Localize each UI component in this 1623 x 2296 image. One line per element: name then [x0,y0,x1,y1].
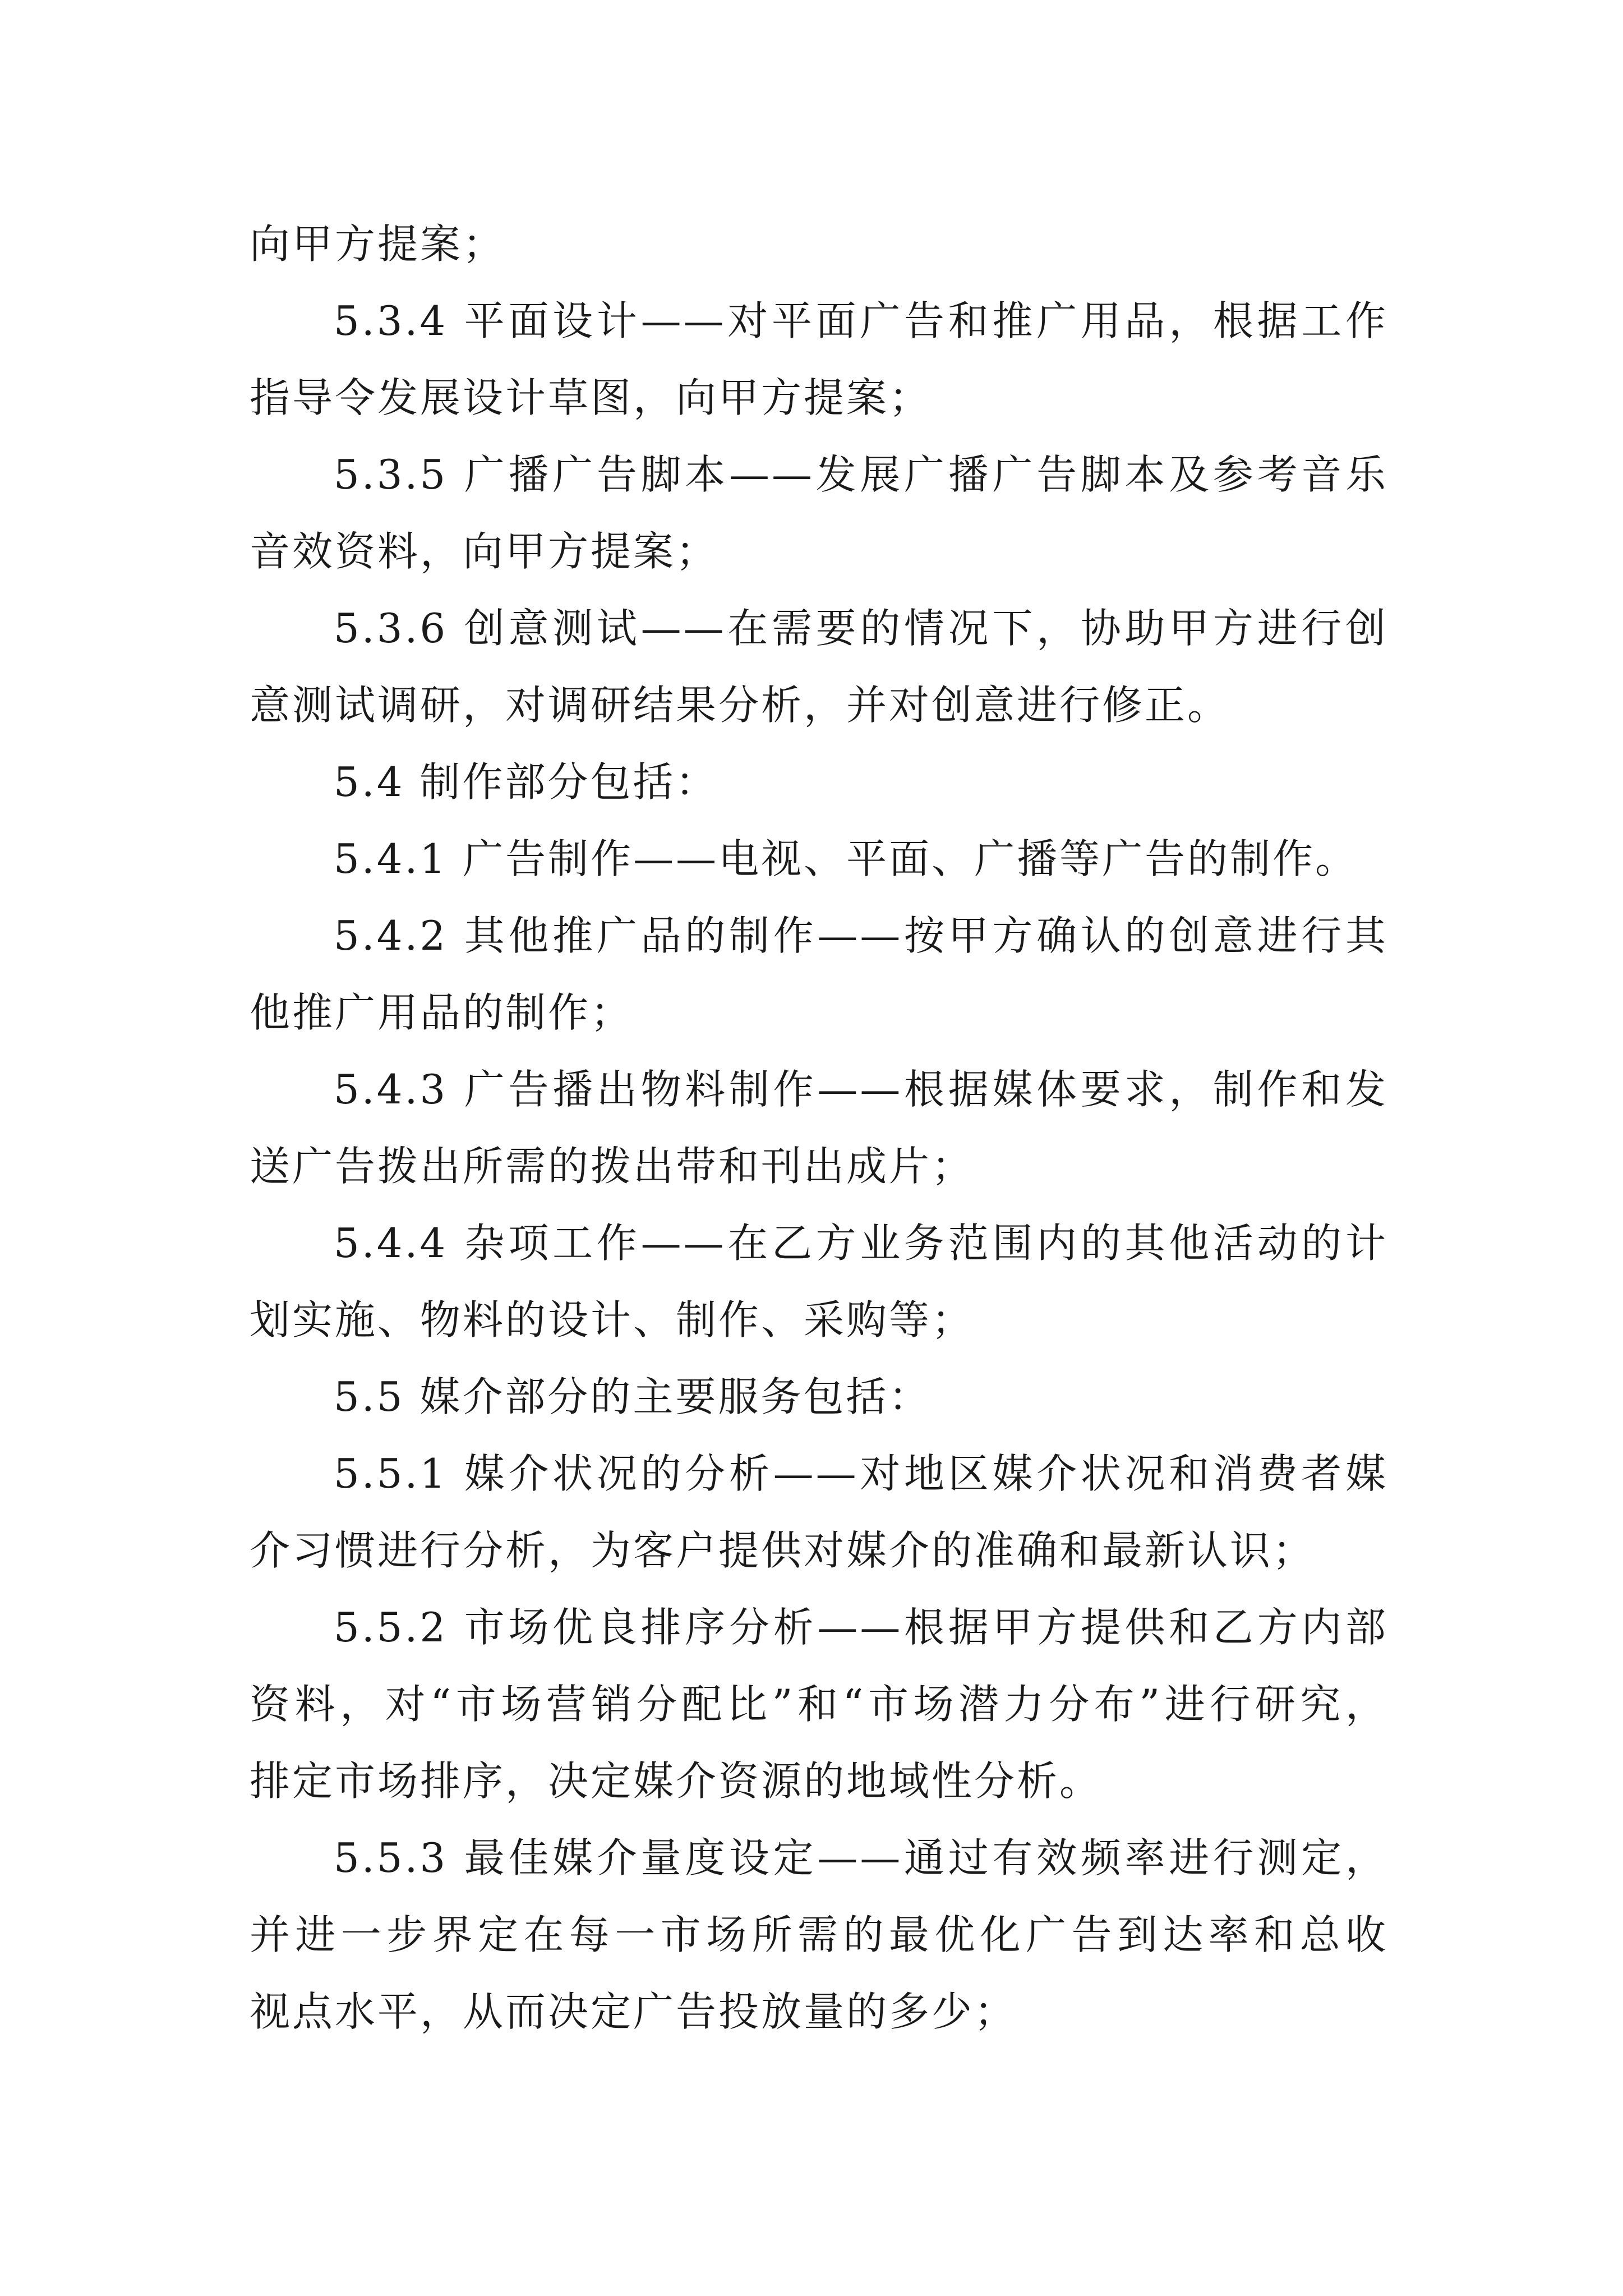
text-line: 5.4.4 杂项工作——在乙方业务范围内的其他活动的计 [334,1220,1388,1267]
text-line: 意测试调研，对调研结果分析，并对创意进行修正。 [250,682,1230,729]
text-line: 5.3.4 平面设计——对平面广告和推广用品，根据工作 [334,297,1388,344]
text-line: 介习惯进行分析，为客户提供对媒介的准确和最新认识； [250,1527,1316,1574]
text-line: 他推广用品的制作； [250,989,634,1036]
text-line: 5.4.1 广告制作——电视、平面、广播等广告的制作。 [334,835,1358,882]
text-line: 5.5.3 最佳媒介量度设定——通过有效频率进行测定， [334,1834,1388,1881]
text-line: 资料，对“市场营销分配比”和“市场潜力分布”进行研究， [250,1681,1388,1728]
text-line: 5.3.6 创意测试——在需要的情况下，协助甲方进行创 [334,605,1388,652]
text-line: 5.5.2 市场优良排序分析——根据甲方提供和乙方内部 [334,1604,1388,1651]
text-line: 向甲方提案； [250,220,506,268]
text-line: 排定市场排序，决定媒介资源的地域性分析。 [250,1757,1103,1805]
text-line: 视点水平，从而决定广告投放量的多少； [250,1988,1017,2035]
text-line: 5.4 制作部分包括： [334,758,718,806]
text-line: 并进一步界定在每一市场所需的最优化广告到达率和总收 [250,1911,1388,1958]
text-line: 5.4.3 广告播出物料制作——根据媒体要求，制作和发 [334,1066,1388,1113]
text-line: 5.5 媒介部分的主要服务包括： [334,1373,932,1420]
text-line: 音效资料，向甲方提案； [250,528,719,575]
text-line: 5.5.1 媒介状况的分析——对地区媒介状况和消费者媒 [334,1450,1388,1497]
text-line: 送广告拨出所需的拨出带和刊出成片； [250,1143,975,1190]
text-line: 5.4.2 其他推广品的制作——按甲方确认的创意进行其 [334,912,1388,959]
text-line: 指导令发展设计草图，向甲方提案； [250,374,932,421]
text-line: 划实施、物料的设计、制作、采购等； [250,1296,975,1343]
text-line: 5.3.5 广播广告脚本——发展广播广告脚本及参考音乐 [334,451,1388,498]
